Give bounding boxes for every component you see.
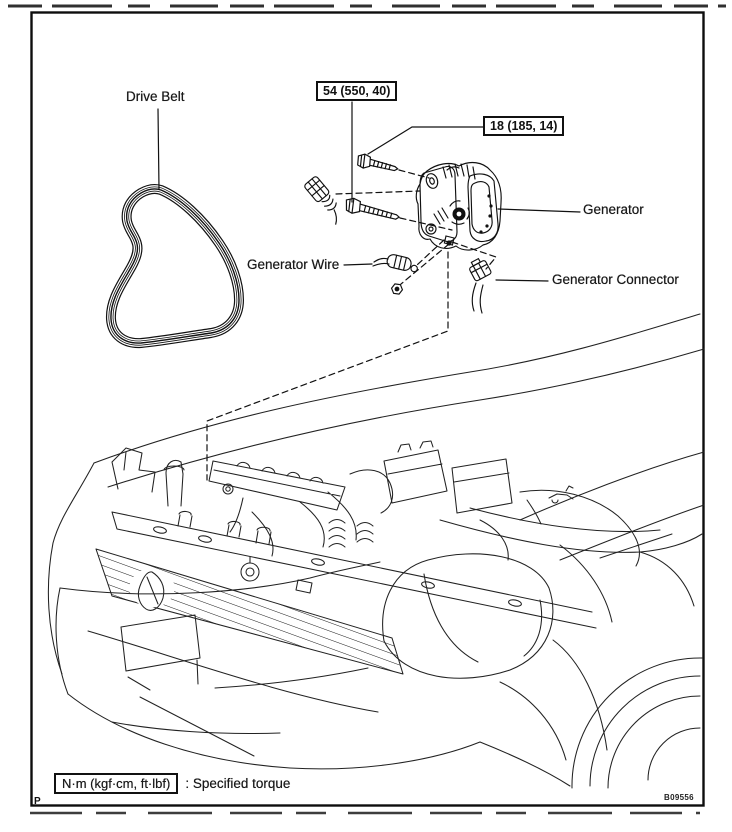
pivot-bolt-torque-spec: 54 (550, 40) [316, 81, 397, 101]
adjust-bolt-drawing [356, 153, 399, 175]
drive-belt-drawing [111, 189, 239, 343]
generator-connector-drawing [467, 256, 492, 313]
torque-legend [54, 773, 290, 794]
page-marker: P [34, 796, 41, 807]
adjust-bolt-torque-spec: 18 (185, 14) [483, 116, 564, 136]
vehicle-engine-bay-drawing [48, 314, 704, 788]
figure-code: B09556 [664, 793, 694, 802]
generator-wire-label: Generator Wire [247, 257, 340, 272]
generator-connector-label: Generator Connector [552, 272, 679, 287]
drive-belt-label: Drive Belt [126, 89, 185, 104]
figure-border [32, 13, 704, 806]
generator-wire-terminal-drawing [373, 253, 419, 294]
wire-boot-drawing [304, 176, 348, 225]
assembly-dashed-lines [207, 170, 496, 480]
torque-units-box: N·m (kgf·cm, ft·lbf) [54, 773, 178, 794]
generator-drawing [416, 163, 501, 251]
generator-label: Generator [583, 202, 644, 217]
scan-artifact-lines [8, 6, 726, 813]
pivot-bolt-drawing [344, 197, 401, 222]
torque-note: : Specified torque [185, 776, 291, 791]
